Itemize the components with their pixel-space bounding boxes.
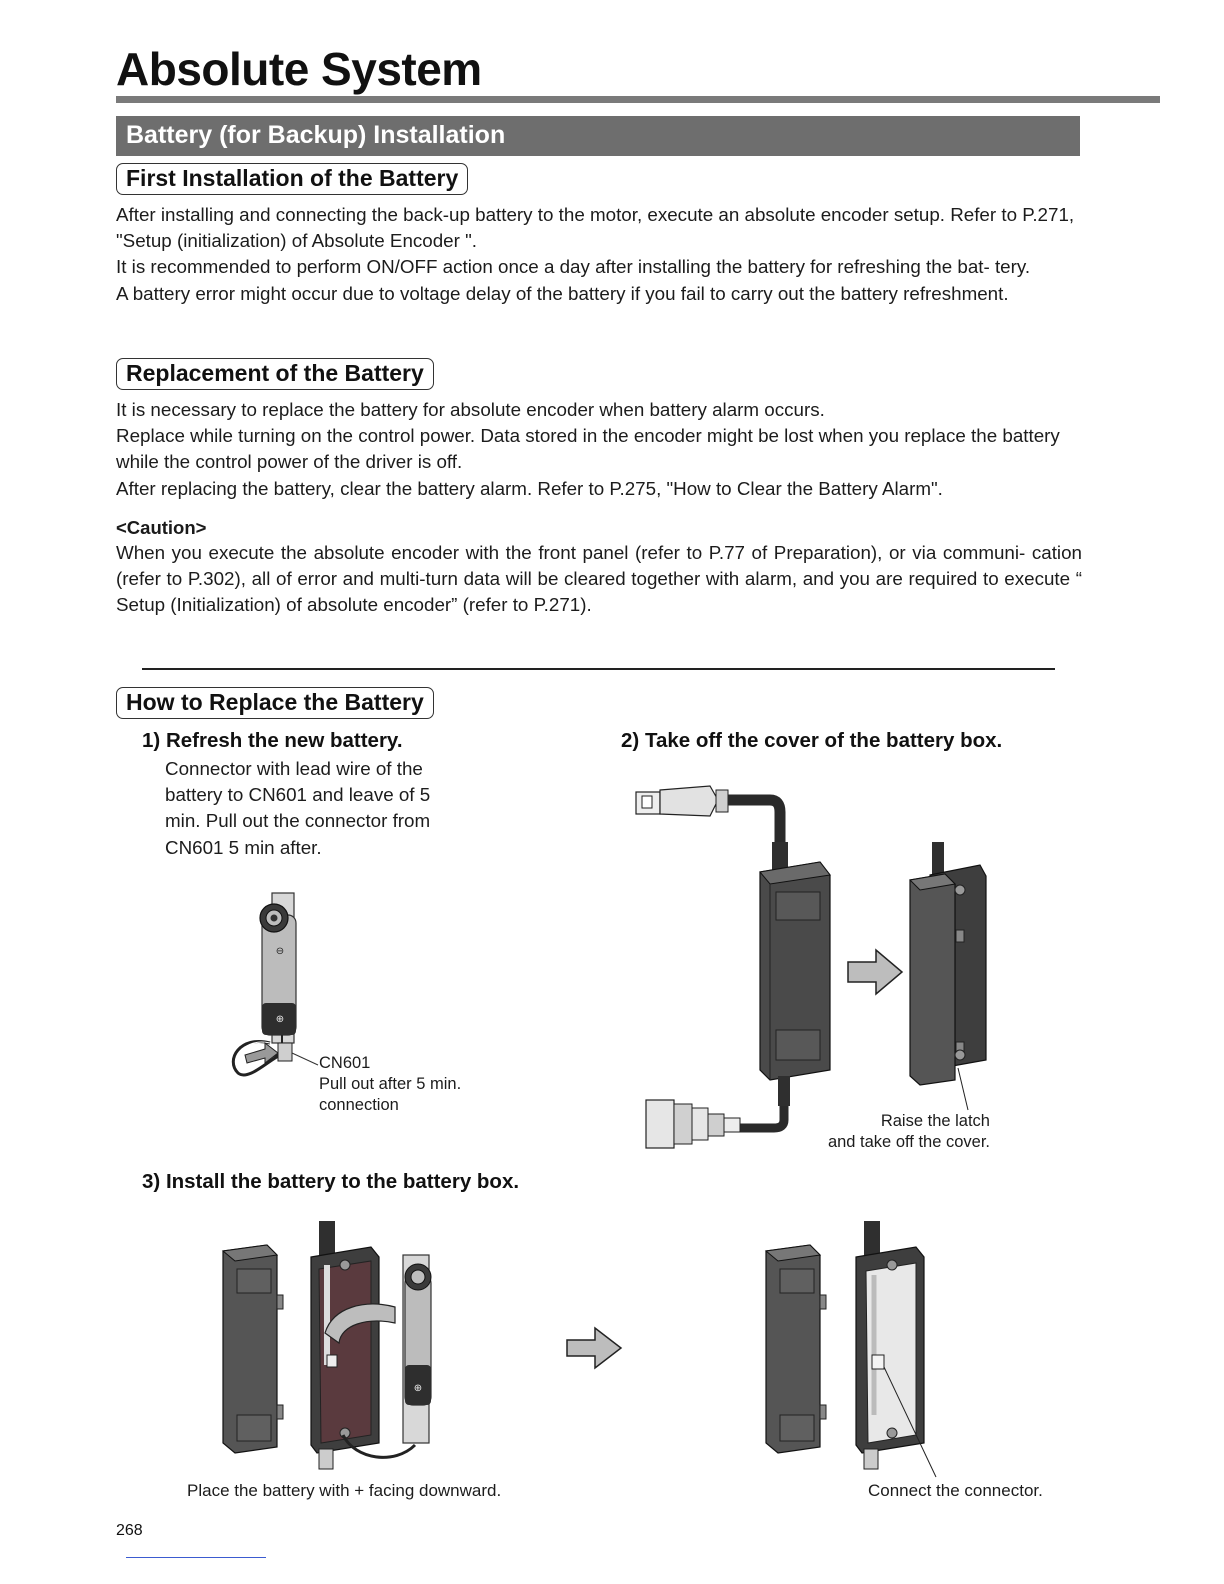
label-pull-out: Pull out after 5 min. bbox=[319, 1075, 462, 1093]
svg-text:⊖: ⊖ bbox=[275, 946, 285, 957]
step2-heading bbox=[621, 729, 1002, 753]
how-to-heading: How to Replace the Battery bbox=[116, 687, 434, 719]
first-installation-text bbox=[116, 202, 1082, 307]
label-cn601: CN601 bbox=[319, 1054, 371, 1072]
step1-figure-labels bbox=[319, 1053, 461, 1116]
label-connection: connection bbox=[319, 1096, 399, 1114]
step-number: 2) bbox=[621, 729, 640, 752]
step-number: 1) bbox=[142, 729, 161, 752]
step-number: 3) bbox=[142, 1170, 161, 1193]
step1-line: battery to CN601 and leave of 5 bbox=[165, 784, 431, 806]
step3-heading bbox=[142, 1170, 519, 1194]
battery-install-figure bbox=[215, 1215, 455, 1465]
paragraph: Replace while turning on the control power. Data stored in the encoder might be lost when you replace the battery while the control power of the driver is off. bbox=[116, 425, 1060, 473]
paragraph: A battery error might occur due to voltage delay of the battery if you fail to carry out the battery refreshment. bbox=[116, 282, 1009, 304]
step-title: Install the battery to the battery box. bbox=[165, 1170, 520, 1193]
step-title: Take off the cover of the battery box. bbox=[644, 729, 1003, 752]
step1-heading bbox=[142, 729, 403, 753]
section-title-bar: Battery (for Backup) Installation bbox=[116, 116, 1080, 156]
step1-line: min. Pull out the connector from bbox=[165, 810, 431, 832]
label-raise-latch: Raise the latch bbox=[880, 1112, 990, 1130]
caution-paragraph: When you execute the absolute encoder with the front panel (refer to P.77 of Preparation), or via communi- cation (refer to P.302), all of error and multi-turn data will be cleared together with alarm, and you are required to execute “ Setup (Initialization) of absolute encoder” (refer to P.271). bbox=[116, 542, 1082, 616]
step1-text bbox=[165, 756, 485, 861]
step2-figure-labels bbox=[808, 1111, 990, 1153]
caution-text bbox=[116, 540, 1082, 619]
page-title: Absolute System bbox=[116, 43, 482, 95]
paragraph: After installing and connecting the back-up battery to the motor, execute an absolute encoder setup. Refer to P.271, "Setup (initialization) of Absolute Encoder ". bbox=[116, 204, 1075, 252]
battery-with-connector-figure bbox=[220, 885, 330, 1085]
step3-caption-left: Place the battery with + facing downward. bbox=[187, 1481, 502, 1500]
step1-line: CN601 5 min after. bbox=[165, 836, 322, 858]
paragraph: It is necessary to replace the battery for absolute encoder when battery alarm occurs. bbox=[116, 399, 825, 420]
section-divider bbox=[142, 668, 1055, 670]
battery-box-cover-figure bbox=[630, 780, 1000, 1160]
caution-label: <Caution> bbox=[116, 517, 207, 538]
title-rule bbox=[116, 96, 1160, 103]
page-number: 268 bbox=[116, 1522, 143, 1539]
svg-text:⊕: ⊕ bbox=[275, 1014, 285, 1025]
paragraph: After replacing the battery, clear the battery alarm. Refer to P.275, "How to Clear the Battery Alarm". bbox=[116, 477, 943, 499]
svg-text:⊕: ⊕ bbox=[413, 1383, 423, 1394]
step1-line: Connector with lead wire of the bbox=[165, 758, 423, 779]
paragraph: It is recommended to perform ON/OFF action once a day after installing the battery for refreshing the bat- tery. bbox=[116, 256, 1031, 278]
first-installation-heading: First Installation of the Battery bbox=[116, 163, 468, 195]
footer-link-underline bbox=[126, 1557, 266, 1558]
battery-connected-figure bbox=[760, 1215, 940, 1485]
step3-caption-right: Connect the connector. bbox=[868, 1481, 1043, 1500]
label-take-off-cover: and take off the cover. bbox=[827, 1133, 990, 1151]
replacement-heading: Replacement of the Battery bbox=[116, 358, 434, 390]
step-title: Refresh the new battery. bbox=[165, 729, 403, 752]
step3-arrow-icon bbox=[565, 1328, 625, 1370]
replacement-text bbox=[116, 397, 1082, 502]
